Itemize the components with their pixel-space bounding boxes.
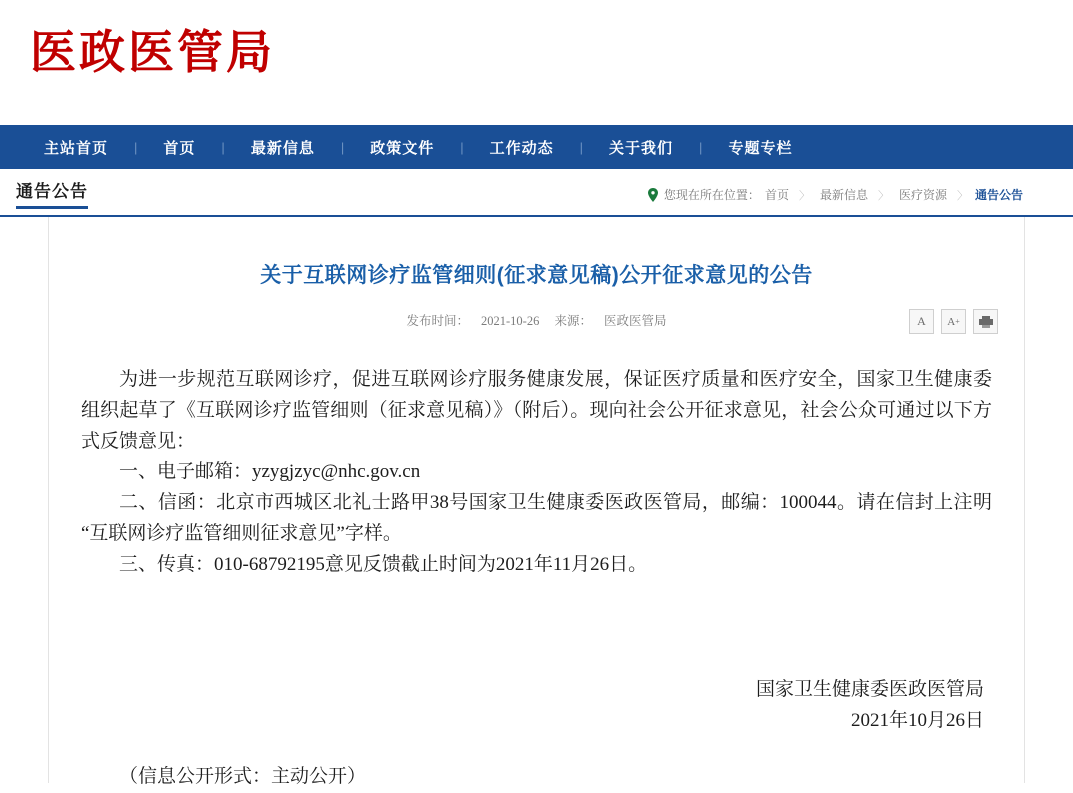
source-label: 来源： [554, 314, 592, 328]
nav-separator: | [221, 139, 225, 155]
increase-font-plus: + [955, 317, 960, 326]
signature-date: 2021年10月26日 [850, 709, 984, 731]
breadcrumb-label: 您现在所在位置： [663, 188, 760, 202]
article-toolbar [909, 309, 998, 334]
breadcrumb-item-medical-resources[interactable]: 医疗资源 [898, 188, 947, 202]
nav-item-work-updates[interactable]: 工作动态 [489, 139, 554, 157]
breadcrumb-arrow-icon: 〉 [798, 189, 810, 202]
breadcrumb-arrow-icon: 〉 [956, 189, 968, 202]
nav-separator: | [460, 139, 464, 155]
nav-item-policy-documents[interactable]: 政策文件 [370, 139, 435, 157]
increase-font-letter: A [947, 315, 956, 328]
article-meta [81, 311, 992, 329]
printer-icon [979, 316, 993, 328]
article-body [81, 365, 992, 793]
source-value: 医政医管局 [603, 314, 667, 328]
main-navigation [0, 125, 1073, 169]
article-container [48, 217, 1025, 788]
location-pin-icon [647, 188, 659, 202]
nav-separator: | [579, 139, 584, 155]
article-paragraph: 二、信函：北京市西城区北礼士路甲38号国家卫生健康委医政医管局，邮编：100044。请在信封上注明“互联网诊疗监管细则征求意见”字样。 [81, 492, 992, 544]
article-paragraph: 为进一步规范互联网诊疗，促进互联网诊疗服务健康发展，保证医疗质量和医疗安全，国家卫生健康委组织起草了《互联网诊疗监管细则（征求意见稿）》（附后）。现向社会公开征求意见，社会公众可通过以下方式反馈意见： [81, 369, 992, 452]
breadcrumb-strip [0, 169, 1073, 217]
breadcrumb [647, 186, 1023, 209]
nav-separator: | [699, 139, 703, 155]
breadcrumb-arrow-icon: 〉 [877, 189, 889, 202]
nav-item-home[interactable]: 首页 [163, 139, 196, 157]
article-title: 关于互联网诊疗监管细则(征求意见稿)公开征求意见的公告 [260, 264, 813, 287]
article-paragraph: 一、电子邮箱：yzygjzyc@nhc.gov.cn [119, 461, 421, 483]
page-title: 通告公告 [16, 177, 88, 209]
nav-item-latest-info[interactable]: 最新信息 [250, 139, 315, 157]
breadcrumb-item-latest-info[interactable]: 最新信息 [819, 188, 868, 202]
nav-item-special-columns[interactable]: 专题专栏 [728, 139, 793, 157]
breadcrumb-item-home[interactable]: 首页 [764, 188, 789, 202]
decrease-font-button[interactable]: A [909, 309, 934, 334]
nav-item-about-us[interactable]: 关于我们 [609, 139, 674, 157]
nav-item-main-home[interactable]: 主站首页 [44, 139, 109, 157]
nav-separator: | [340, 139, 345, 155]
article-signature [81, 675, 992, 736]
print-button[interactable] [973, 309, 998, 334]
article-paragraph: 三、传真：010-68792195意见反馈截止时间为2021年11月26日。 [119, 553, 648, 575]
article-footnote: （信息公开形式：主动公开） [119, 766, 367, 788]
signature-organization: 国家卫生健康委医政医管局 [755, 679, 984, 701]
site-header [0, 0, 1073, 125]
breadcrumb-item-current: 通告公告 [974, 188, 1023, 202]
article-panel [48, 217, 1025, 788]
increase-font-button[interactable] [941, 309, 966, 334]
site-logo: 医政医管局 [30, 27, 275, 78]
publish-date-value: 2021-10-26 [481, 314, 540, 328]
publish-date-label: 发布时间： [406, 314, 470, 328]
nav-separator: | [134, 139, 138, 155]
